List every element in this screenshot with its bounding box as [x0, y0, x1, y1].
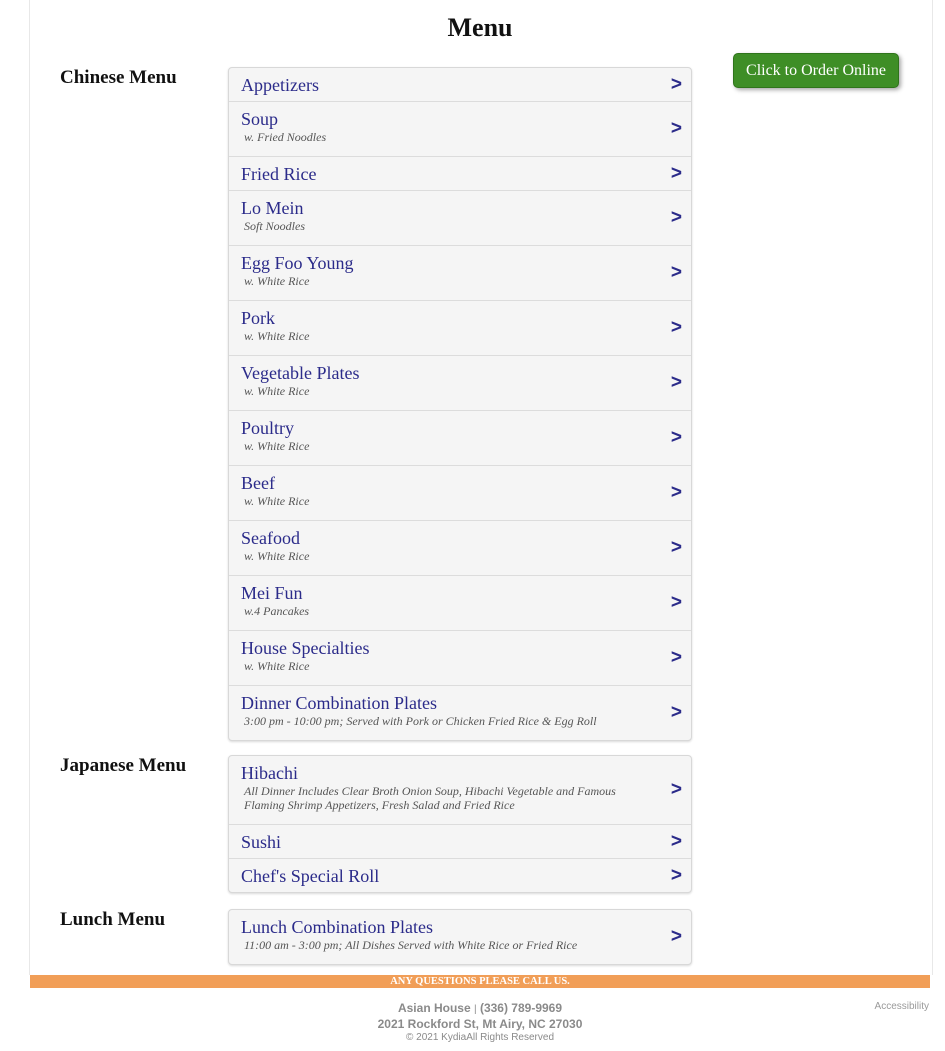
- chevron-right-icon: >: [670, 427, 682, 448]
- chevron-right-icon: >: [670, 317, 682, 338]
- phone-link[interactable]: (336) 789-9969: [479, 1001, 563, 1015]
- category-egg-foo-young[interactable]: [229, 246, 691, 301]
- category-house-specialties[interactable]: [229, 631, 691, 686]
- category-name: Sushi: [241, 832, 282, 852]
- category-name: Beef: [241, 473, 275, 493]
- chevron-right-icon: >: [670, 537, 682, 558]
- chevron-right-icon: >: [670, 592, 682, 613]
- chevron-right-icon: >: [670, 262, 682, 283]
- category-name: Fried Rice: [241, 164, 317, 184]
- category-description: Soft Noodles: [244, 219, 306, 233]
- business-name: Asian House: [397, 1001, 471, 1015]
- category-lo-mein[interactable]: [229, 191, 691, 246]
- category-description: w. White Rice: [244, 549, 310, 563]
- category-sushi[interactable]: [229, 825, 691, 859]
- category-name: Appetizers: [241, 75, 319, 95]
- lunch-menu-panel: [228, 909, 692, 965]
- category-dinner-combination-plates[interactable]: [229, 686, 691, 740]
- category-name: Dinner Combination Plates: [241, 693, 437, 713]
- chevron-right-icon: >: [670, 482, 682, 503]
- section-label-lunch: Lunch Menu: [60, 909, 166, 930]
- category-beef[interactable]: [229, 466, 691, 521]
- order-online-button[interactable]: Click to Order Online: [733, 53, 899, 88]
- category-fried-rice[interactable]: [229, 157, 691, 191]
- category-name: Lo Mein: [241, 198, 304, 218]
- section-label-chinese: Chinese Menu: [60, 67, 177, 88]
- category-poultry[interactable]: [229, 411, 691, 466]
- category-name: Pork: [241, 308, 276, 328]
- category-description: 11:00 am - 3:00 pm; All Dishes Served with White Rice or Fried Rice: [244, 938, 578, 952]
- section-label-japanese: Japanese Menu: [60, 755, 187, 776]
- category-name: Hibachi: [241, 763, 298, 783]
- chevron-right-icon: >: [670, 118, 682, 139]
- chevron-right-icon: >: [670, 207, 682, 228]
- category-description: w.4 Pancakes: [244, 604, 310, 618]
- category-description: w. White Rice: [244, 384, 310, 398]
- category-description: w. White Rice: [244, 659, 310, 673]
- category-description: w. Fried Noodles: [244, 130, 327, 144]
- business-info: [0, 1001, 945, 1031]
- chevron-right-icon: >: [670, 864, 682, 886]
- category-description: All Dinner Includes Clear Broth Onion Soup, Hibachi Vegetable and Famous Flaming Shrimp Appetizers, Fresh Salad and Fried Rice: [244, 784, 616, 812]
- brand-link[interactable]: Kydia: [441, 1032, 467, 1043]
- category-name: Poultry: [241, 418, 295, 438]
- category-name: Egg Foo Young: [241, 253, 354, 273]
- chevron-right-icon: >: [670, 372, 682, 393]
- rights-text: All Rights Reserved: [466, 1032, 554, 1043]
- category-description: w. White Rice: [244, 494, 310, 508]
- chinese-menu-panel: [228, 67, 692, 741]
- category-name: Chef's Special Roll: [241, 866, 380, 886]
- category-soup[interactable]: [229, 102, 691, 157]
- category-vegetable-plates[interactable]: [229, 356, 691, 411]
- chevron-right-icon: >: [670, 702, 682, 723]
- call-us-banner: ANY QUESTIONS PLEASE CALL US.: [30, 975, 930, 988]
- category-description: 3:00 pm - 10:00 pm; Served with Pork or Chicken Fried Rice & Egg Roll: [244, 714, 597, 728]
- address-link[interactable]: 2021 Rockford St, Mt Airy, NC 27030: [377, 1017, 583, 1031]
- chevron-right-icon: >: [670, 779, 682, 800]
- copyright-year: © 2021: [405, 1032, 439, 1043]
- copyright: [0, 1032, 945, 1043]
- chevron-right-icon: >: [670, 830, 682, 852]
- category-mei-fun[interactable]: [229, 576, 691, 631]
- category-chefs-special-roll[interactable]: [229, 859, 691, 892]
- category-name: Mei Fun: [241, 583, 303, 603]
- chevron-right-icon: >: [670, 162, 682, 184]
- chevron-right-icon: >: [670, 926, 682, 947]
- category-hibachi[interactable]: [229, 756, 691, 825]
- category-seafood[interactable]: [229, 521, 691, 576]
- page-title: Menu: [447, 13, 513, 42]
- category-description: w. White Rice: [244, 274, 310, 288]
- category-name: Vegetable Plates: [241, 363, 360, 383]
- separator: |: [474, 1004, 477, 1015]
- category-name: Soup: [241, 109, 279, 129]
- category-pork[interactable]: [229, 301, 691, 356]
- chevron-right-icon: >: [670, 73, 682, 95]
- category-description: w. White Rice: [244, 329, 310, 343]
- category-name: Seafood: [241, 528, 300, 548]
- category-description: w. White Rice: [244, 439, 310, 453]
- category-lunch-combination-plates[interactable]: [229, 910, 691, 964]
- accessibility-link[interactable]: Accessibility: [874, 1001, 929, 1012]
- category-name: House Specialties: [241, 638, 370, 658]
- japanese-menu-panel: [228, 755, 692, 893]
- category-name: Lunch Combination Plates: [241, 917, 433, 937]
- chevron-right-icon: >: [670, 647, 682, 668]
- category-appetizers[interactable]: [229, 68, 691, 102]
